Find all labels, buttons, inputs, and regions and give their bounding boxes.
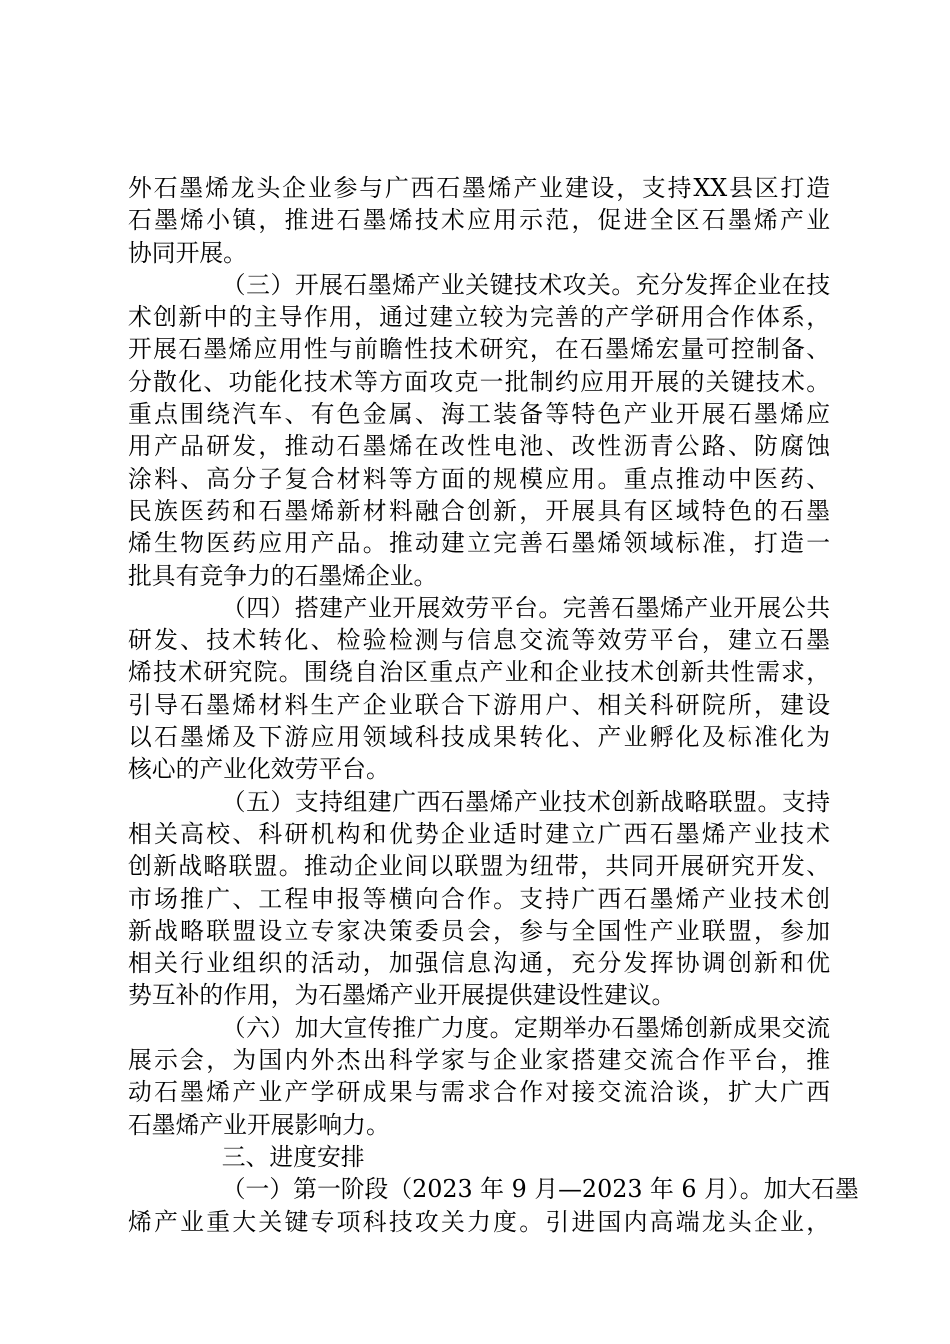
text-line: 核心的产业化效劳平台。 [128, 755, 390, 784]
text-line: 分散化、功能化技术等方面攻克一批制约应用开展的关键技术。 [128, 367, 830, 396]
body-text [128, 172, 859, 1238]
text-line: 市场推广、工程申报等横向合作。支持广西石墨烯产业技术创 [128, 884, 830, 913]
text-line: 动石墨烯产业产学研成果与需求合作对接交流洽谈，扩大广西 [128, 1078, 830, 1107]
text-line: 烯生物医药应用产品。推动建立完善石墨烯领域标准，打造一 [128, 529, 830, 558]
text-line: 烯产业重大关键专项科技攻关力度。引进国内高端龙头企业， [128, 1207, 830, 1236]
text-line: 相关高校、科研机构和优势企业适时建立广西石墨烯产业技术 [128, 819, 830, 848]
text-line: 重点围绕汽车、有色金属、海工装备等特色产业开展石墨烯应 [128, 400, 830, 429]
text-line: 开展石墨烯应用性与前瞻性技术研究，在石墨烯宏量可控制备、 [128, 335, 830, 364]
text-line: （五）支持组建广西石墨烯产业技术创新战略联盟。支持 [221, 787, 830, 816]
text-line: 研发、技术转化、检验检测与信息交流等效劳平台，建立石墨 [128, 626, 830, 655]
text-line: 三、进度安排 [221, 1142, 365, 1171]
text-line: （六）加大宣传推广力度。定期举办石墨烯创新成果交流 [221, 1013, 830, 1042]
text-line: （三）开展石墨烯产业关键技术攻关。充分发挥企业在技 [221, 270, 830, 299]
text-line: 用产品研发，推动石墨烯在改性电池、改性沥青公路、防腐蚀 [128, 432, 830, 461]
text-line: 新战略联盟设立专家决策委员会，参与全国性产业联盟，参加 [128, 916, 830, 945]
text-line: 展示会，为国内外杰出科学家与企业家搭建交流合作平台，推 [128, 1046, 830, 1075]
text-line: 术创新中的主导作用，通过建立较为完善的产学研用合作体系， [128, 303, 830, 332]
text-line: 相关行业组织的活动，加强信息沟通，充分发挥协调创新和优 [128, 949, 830, 978]
text-line: 石墨烯产业开展影响力。 [128, 1110, 390, 1139]
text-line: 民族医药和石墨烯新材料融合创新，开展具有区域特色的石墨 [128, 496, 830, 525]
text-line: （四）搭建产业开展效劳平台。完善石墨烯产业开展公共 [221, 593, 830, 622]
text-line: 创新战略联盟。推动企业间以联盟为纽带，共同开展研究开发、 [128, 852, 830, 881]
text-line: 引导石墨烯材料生产企业联合下游用户、相关科研院所，建设 [128, 690, 830, 719]
text-line: 势互补的作用，为石墨烯产业开展提供建设性建议。 [128, 981, 676, 1010]
text-line: 批具有竞争力的石墨烯企业。 [128, 561, 438, 590]
text-line: 外石墨烯龙头企业参与广西石墨烯产业建设，支持XX县区打造 [128, 174, 830, 202]
text-line: （一）第一阶段（2023 年 9 月—2023 年 6 月）。加大石墨 [221, 1175, 859, 1204]
text-line: 以石墨烯及下游应用领域科技成果转化、产业孵化及标准化为 [128, 723, 830, 752]
text-line: 涂料、高分子复合材料等方面的规模应用。重点推动中医药、 [128, 464, 830, 493]
text-line: 石墨烯小镇，推进石墨烯技术应用示范，促进全区石墨烯产业 [128, 206, 830, 235]
text-line: 协同开展。 [128, 238, 247, 267]
text-line: 烯技术研究院。围绕自治区重点产业和企业技术创新共性需求， [128, 658, 830, 687]
